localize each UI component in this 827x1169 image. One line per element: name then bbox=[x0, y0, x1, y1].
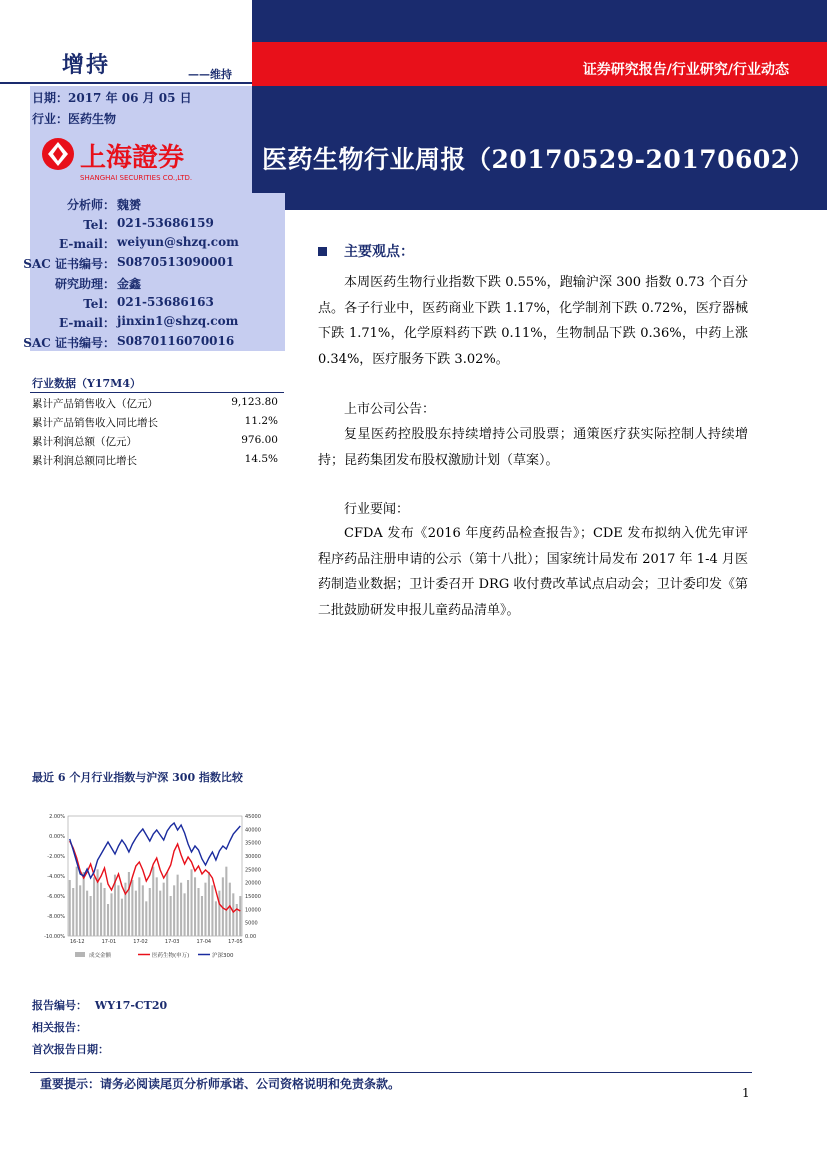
volume-bar bbox=[100, 883, 102, 936]
contact-row bbox=[23, 255, 285, 273]
y-left-tick-label: 2.00% bbox=[49, 814, 65, 820]
legend-label: 医药生物(申万) bbox=[152, 953, 190, 959]
report-number-label: 报告编号： bbox=[32, 999, 87, 1012]
volume-bar bbox=[177, 875, 179, 936]
announcements-paragraph bbox=[318, 422, 748, 473]
volume-bar bbox=[107, 904, 109, 936]
divider bbox=[0, 82, 252, 84]
contact-value: 魏赟 bbox=[117, 198, 142, 212]
volume-bar bbox=[86, 891, 88, 936]
legend-label: 成交金额 bbox=[89, 953, 112, 959]
volume-bar bbox=[239, 896, 241, 936]
contact-value: 021-53686159 bbox=[117, 216, 214, 230]
volume-bar bbox=[121, 899, 123, 936]
volume-bar bbox=[131, 880, 133, 936]
y-right-tick-label: 45000 bbox=[245, 814, 261, 820]
volume-bar bbox=[138, 877, 140, 936]
volume-bar bbox=[215, 901, 217, 936]
y-right-tick-label: 0.00 bbox=[245, 934, 257, 940]
contact-label: Tel： bbox=[83, 297, 115, 311]
volume-bar bbox=[128, 872, 130, 936]
volume-bar bbox=[135, 891, 137, 936]
volume-bar bbox=[229, 883, 231, 936]
contact-value: S0870116070016 bbox=[117, 334, 235, 348]
contact-row bbox=[30, 196, 285, 214]
row-label: 累计利润总额（亿元） bbox=[32, 436, 137, 448]
contact-value: 金鑫 bbox=[117, 277, 142, 291]
volume-bar bbox=[211, 885, 213, 936]
y-left-tick-label: -6.00% bbox=[47, 894, 65, 900]
y-right-tick-label: 30000 bbox=[245, 854, 261, 860]
volume-bar bbox=[156, 877, 158, 936]
company-logo bbox=[38, 136, 228, 184]
industry-data-row bbox=[32, 453, 278, 468]
contact-value: 021-53686163 bbox=[117, 295, 214, 309]
logo-text: 上海證券 bbox=[80, 143, 185, 173]
page-number: 1 bbox=[742, 1086, 750, 1100]
volume-bar bbox=[218, 891, 220, 936]
rating: 增持 bbox=[62, 52, 111, 78]
summary-paragraph bbox=[318, 270, 748, 372]
news-paragraph bbox=[318, 521, 748, 623]
y-left-tick-label: -8.00% bbox=[47, 914, 65, 920]
news-text: CFDA 发布《2016 年度药品检查报告》；CDE 发布拟纳入优先审评程序药品注册申请的公示（第十八批）；国家统计局发布 2017 年 1-4 月医药制造业数据；卫计委召开 DRG 收付费改革试点启动会；卫计委印发《第二批鼓励研发申报儿童药品清单》。 bbox=[318, 526, 748, 618]
contact-row bbox=[30, 216, 285, 234]
y-right-tick-label: 5000 bbox=[245, 920, 258, 927]
contact-label: SAC 证书编号： bbox=[23, 257, 115, 271]
heading-text: 行业要闻： bbox=[344, 502, 410, 517]
x-tick-label: 17-03 bbox=[164, 939, 180, 945]
chart-title: 最近 6 个月行业指数与沪深 300 指数比较 bbox=[32, 771, 243, 784]
x-tick-label: 17-01 bbox=[101, 939, 117, 945]
related-reports: 相关报告： bbox=[32, 1021, 87, 1034]
contact-label: SAC 证书编号： bbox=[23, 336, 115, 350]
volume-bar bbox=[163, 883, 165, 936]
divider bbox=[30, 392, 284, 393]
volume-bar bbox=[93, 877, 95, 936]
announcements-text: 复星医药控股股东持续增持公司股票；通策医疗获实际控制人持续增持；昆药集团发布股权激励计划（草案）。 bbox=[318, 427, 748, 468]
row-label: 累计产品销售收入（亿元） bbox=[32, 398, 158, 410]
contact-row bbox=[30, 275, 285, 293]
industry-data-row bbox=[32, 415, 278, 430]
volume-bar bbox=[145, 901, 147, 936]
report-number-value: WY17-CT20 bbox=[94, 999, 168, 1012]
volume-bar bbox=[187, 880, 189, 936]
y-left-tick-label: -2.00% bbox=[47, 854, 65, 860]
bullet-square-icon bbox=[318, 247, 327, 256]
volume-bar bbox=[225, 867, 227, 936]
legend-label: 沪深300 bbox=[212, 953, 234, 959]
report-number bbox=[32, 997, 167, 1013]
row-value: 9,123.80 bbox=[231, 396, 278, 408]
volume-bar bbox=[79, 885, 81, 936]
row-label: 累计产品销售收入同比增长 bbox=[32, 417, 158, 429]
volume-bar bbox=[76, 867, 78, 936]
x-tick-label: 17-04 bbox=[196, 939, 212, 945]
contact-row bbox=[30, 235, 285, 253]
volume-bar bbox=[184, 893, 186, 936]
volume-bar bbox=[90, 896, 92, 936]
heading-text: 上市公司公告： bbox=[344, 402, 436, 417]
contact-label: Tel： bbox=[83, 218, 115, 232]
y-left-tick-label: 0.00% bbox=[49, 834, 65, 840]
footer-divider bbox=[30, 1072, 752, 1073]
y-right-tick-label: 40000 bbox=[245, 827, 261, 834]
volume-bar bbox=[170, 896, 172, 936]
y-right-tick-label: 25000 bbox=[245, 867, 261, 874]
volume-bar bbox=[232, 893, 234, 936]
contact-label: E-mail： bbox=[59, 316, 115, 330]
volume-bar bbox=[117, 885, 119, 936]
volume-bar bbox=[180, 883, 182, 936]
industry-data-title: 行业数据（Y17M4） bbox=[32, 377, 141, 390]
x-tick-label: 17-02 bbox=[133, 939, 148, 945]
news-heading bbox=[318, 497, 748, 523]
volume-bar bbox=[194, 877, 196, 936]
volume-bar bbox=[110, 893, 112, 936]
row-value: 14.5% bbox=[244, 453, 278, 465]
report-title: 医药生物行业周报（20170529-20170602） bbox=[262, 145, 815, 174]
logo-subtext: SHANGHAI SECURITIES CO.,LTD. bbox=[80, 174, 193, 182]
volume-bar bbox=[159, 891, 161, 936]
volume-bar bbox=[204, 883, 206, 936]
contact-row bbox=[30, 314, 285, 332]
y-left-tick-label: -10.00% bbox=[44, 934, 65, 940]
contact-label: E-mail： bbox=[59, 237, 115, 251]
volume-bar bbox=[69, 880, 71, 936]
report-category: 证券研究报告/行业研究/行业动态 bbox=[582, 62, 789, 78]
row-value: 11.2% bbox=[244, 415, 278, 427]
contact-value: S0870513090001 bbox=[117, 255, 235, 269]
volume-bar bbox=[152, 867, 154, 936]
volume-bar bbox=[173, 885, 175, 936]
section-title: 主要观点： bbox=[344, 244, 414, 260]
row-label: 累计利润总额同比增长 bbox=[32, 455, 137, 467]
report-industry: 行业：医药生物 bbox=[32, 112, 117, 126]
volume-bar bbox=[166, 872, 168, 936]
index-comparison-chart bbox=[30, 808, 280, 968]
announcements-heading bbox=[318, 397, 748, 423]
volume-bar bbox=[103, 888, 105, 936]
volume-bar bbox=[83, 872, 85, 936]
first-report-date: 首次报告日期： bbox=[32, 1043, 109, 1056]
legend-swatch bbox=[75, 952, 85, 957]
contact-label: 研究助理： bbox=[54, 277, 115, 291]
contact-value: weiyun@shzq.com bbox=[117, 235, 239, 249]
header-navy-band bbox=[252, 0, 827, 42]
report-date: 日期：2017 年 06 月 05 日 bbox=[32, 91, 192, 105]
industry-data-row bbox=[32, 396, 278, 411]
contact-row bbox=[23, 334, 285, 352]
y-right-tick-label: 15000 bbox=[245, 894, 261, 900]
y-left-tick-label: -4.00% bbox=[47, 874, 65, 880]
row-value: 976.00 bbox=[241, 434, 278, 446]
contact-label: 分析师： bbox=[66, 198, 115, 212]
volume-bar bbox=[72, 888, 74, 936]
industry-data-row bbox=[32, 434, 278, 449]
summary-text: 本周医药生物行业指数下跌 0.55%，跑输沪深 300 指数 0.73 个百分点。各子行业中，医药商业下跌 1.17%，化学制剂下跌 0.72%，医疗器械下跌 1.71%，化学原料药下跌 0.11%，生物制品下跌 0.36%，中药上涨 0.34%，医疗服务下跌 3.02%。 bbox=[318, 275, 748, 367]
volume-bar bbox=[190, 869, 192, 936]
volume-bar bbox=[197, 888, 199, 936]
y-right-tick-label: 35000 bbox=[245, 840, 261, 847]
volume-bar bbox=[149, 888, 151, 936]
y-right-tick-label: 20000 bbox=[245, 880, 261, 887]
volume-bar bbox=[208, 872, 210, 936]
x-tick-label: 17-05 bbox=[228, 939, 243, 945]
contact-value: jinxin1@shzq.com bbox=[117, 314, 239, 328]
x-tick-label: 16-12 bbox=[70, 939, 85, 945]
disclaimer-notice: 重要提示：请务必阅读尾页分析师承诺、公司资格说明和免责条款。 bbox=[40, 1077, 401, 1091]
y-right-tick-label: 10000 bbox=[245, 907, 261, 914]
rating-status: ——维持 bbox=[188, 68, 232, 81]
volume-bar bbox=[201, 896, 203, 936]
volume-bar bbox=[142, 885, 144, 936]
contact-row bbox=[30, 295, 285, 313]
